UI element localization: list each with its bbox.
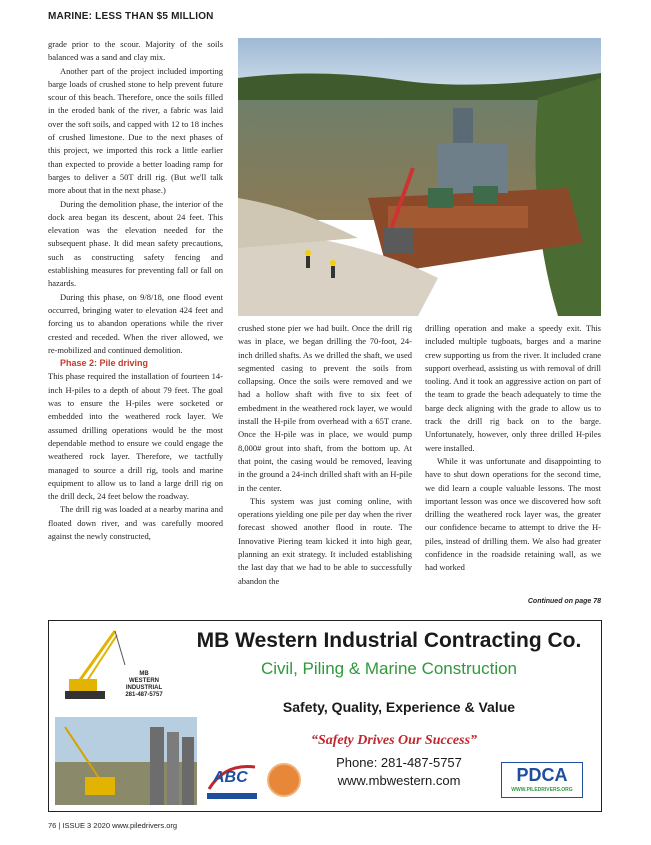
company-website: www.mbwestern.com: [337, 773, 461, 788]
company-slogan: “Safety Drives Our Success”: [310, 733, 478, 748]
company-name: MB Western Industrial Contracting Co.: [196, 629, 582, 652]
section-subheading: Phase 2: Pile driving: [60, 358, 149, 369]
logo-phone: 281-487-5757: [125, 692, 163, 698]
pdca-logo: [501, 762, 583, 798]
abc-label: ABC: [213, 769, 248, 786]
page-footer: 76 | ISSUE 3 2020 www.piledrivers.org: [48, 821, 178, 830]
logo-text: WESTERN: [129, 678, 159, 684]
article-column-c: [425, 322, 601, 575]
paragraph: During the demolition phase, the interior of the dock area began its descent, about 24 feet. This elevation was the elevation needed for the subsequent phase. It did mean safety precautions, such as constructing safety fencing and establishing measures for preventing fall or fall on hazards.: [48, 198, 223, 289]
paragraph: The drill rig was loaded at a nearby marina and floated down river, and was carefully moored against the newly constructed,: [48, 504, 223, 541]
logo-text: MB: [139, 671, 149, 677]
section-header: MARINE: LESS THAN $5 MILLION: [48, 11, 214, 22]
company-tagline: Civil, Piling & Marine Construction: [260, 659, 518, 678]
pdca-label: PDCA: [516, 765, 568, 785]
mb-western-advertisement: [48, 620, 602, 812]
article-column-b: [238, 322, 412, 588]
paragraph: This phase required the installation of fourteen 14-inch H-piles to a depth of about 79 feet. The goal was to ensure the H-piles were socketed or embedded into the weathered rock layer. We assumed drilling operations would be the most dependable method to ensure we could engage the weathered rock layer. Therefore, we tactfully managed to source a drill rig, tools and marine equipment to allow us to land a large drill rig on the drill deck, 24 feet below the roadway.: [48, 371, 223, 502]
paragraph: drilling operation and make a speedy exit. This included multiple tugboats, barges and a marine crew supporting us from the river. It included crane support overhead, assisting us with removal of drill tooling. And it took an aggressive action on part of the team to grade the beach adequately to time the barge deck aligning with the grade to allow us to track the drill rig back on to the barge. Unfortunately, however, only three drilled H-piles were installed.: [425, 323, 601, 453]
barge-drill-rig-photo: [238, 38, 601, 316]
pdca-url: WWW.PILEDRIVERS.ORG: [511, 787, 573, 793]
pile-site-photo: [55, 717, 197, 805]
paragraph: During this phase, on 9/8/18, one flood event occurred, bringing water to elevation 424 feet and forcing us to abandon operations while the river crested and receded. When the river allowed, we re-mobilized and continued demolition.: [48, 291, 223, 355]
paragraph: crushed stone pier we had built. Once the drill rig was in place, we began drilling the 70-foot, 24-inch drilled shafts. As we drilled the shaft, we used segmented casing to prevent the soils from collapsing. Once the soils were removed and we had a hollow shaft with five to six feet of embedment in the weathered rock layer, we would install the H-pile from overhead with a 65T crane. Once the H-pile was in place, we would pump 8,000# grout into shaft, from the bottom up. At that point, the casing would be removed, leaving in the ground a 24-inch drilled shaft with an H-pile in the center.: [238, 323, 412, 493]
crane-logo: [55, 625, 177, 711]
continued-notice: Continued on page 78: [527, 598, 601, 605]
paragraph: grade prior to the scour. Majority of the soils balanced was a sand and clay mix.: [48, 39, 223, 63]
logo-text: INDUSTRIAL: [125, 685, 163, 691]
company-phone: Phone: 281-487-5757: [336, 755, 462, 770]
paragraph: This system was just coming online, with operations yielding one pile per day when the river forecast showed another flood in route. The Innovative Piering team kicked it into high gear, planning an exit strategy. It included establishing the last day that we had to be able to successfully abandon the: [238, 495, 412, 586]
safety-badge-icon: [267, 763, 301, 797]
article-column-a: [48, 38, 223, 543]
company-values: Safety, Quality, Experience & Value: [282, 699, 516, 715]
abc-logo: [205, 759, 259, 805]
paragraph: While it was unfortunate and disappointing to have to shut down operations for the second time, we did learn a couple valuable lessons. The most important lesson was once we discovered how soft drilling the weathered rock layer was, the greater our confidence became to attempt to drive the H-piles, instead of drilling them. We also had greater confidence in the roadside retaining wall, as we had worked: [425, 455, 601, 573]
paragraph: Another part of the project included importing barge loads of crushed stone to help prevent future scour of this beach. Therefore, once the soils filled in the eroded bank of the river, a fabric was laid over the soft soils, and capped with 12 to 18 inches of crushed limestone. Due to the next phases of this project, we imported this rock a little earlier than expected to provide a better loading ramp for barges to deliver a 50T drill rig. (But we'll talk more about that in the next phase.): [48, 65, 223, 196]
